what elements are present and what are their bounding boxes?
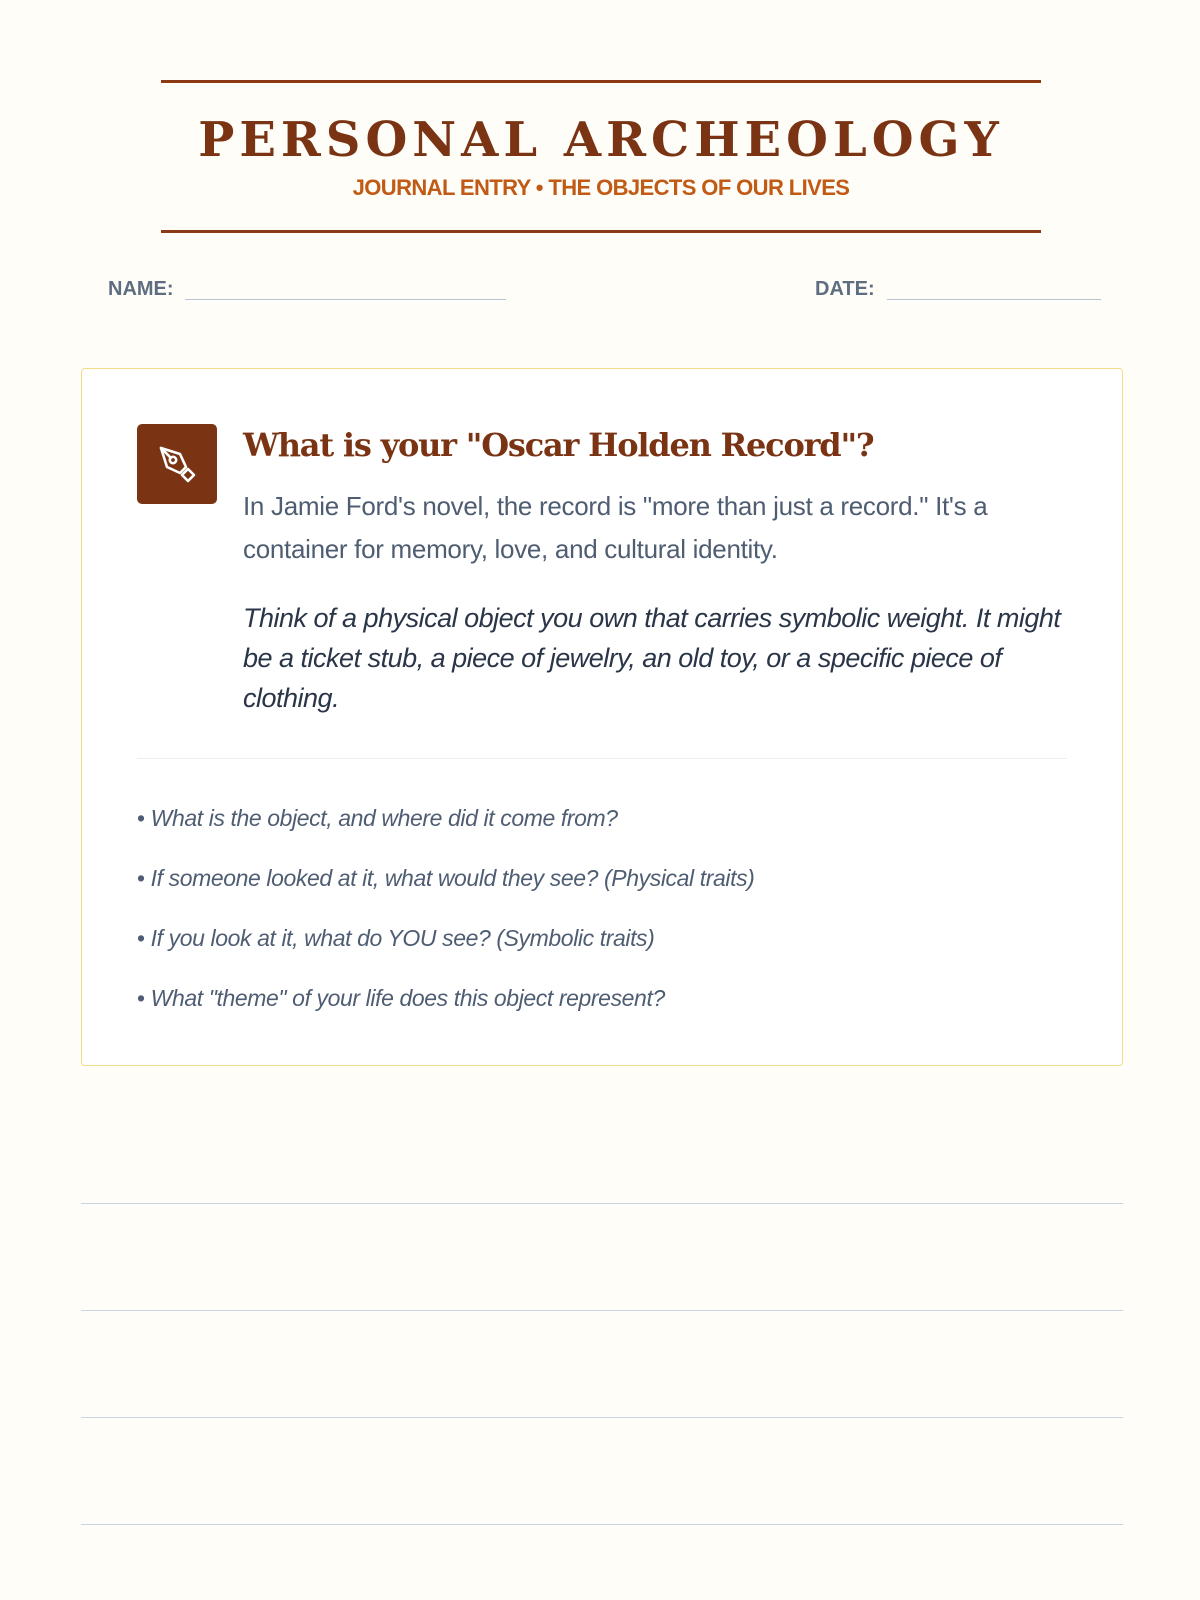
writing-line[interactable] <box>81 1524 1123 1525</box>
prompt-card <box>81 368 1123 1066</box>
name-label: NAME: <box>108 278 174 300</box>
list-item: • What "theme" of your life does this object represent? <box>137 983 754 1043</box>
prompt-instruction: Think of a physical object you own that carries symbolic weight. It might be a ticket stub, a piece of jewelry, an old toy, or a specific piece of clothing. <box>243 603 1061 713</box>
name-field[interactable] <box>185 299 506 300</box>
list-item: • What is the object, and where did it come from? <box>137 803 754 863</box>
writing-line[interactable] <box>81 1203 1123 1204</box>
pen-nib-icon <box>157 444 197 484</box>
list-item: • If you look at it, what do YOU see? (Symbolic traits) <box>137 923 754 983</box>
journal-header <box>161 80 1041 233</box>
card-divider <box>137 758 1067 759</box>
writing-line[interactable] <box>81 1417 1123 1418</box>
list-item: • If someone looked at it, what would they see? (Physical traits) <box>137 863 754 923</box>
date-field[interactable] <box>887 299 1101 300</box>
date-label: DATE: <box>815 278 875 300</box>
prompt-intro: In Jamie Ford's novel, the record is "more than just a record." It's a container for memory, love, and cultural identity. <box>243 491 988 564</box>
page-title: PERSONAL ARCHEOLOGY <box>198 112 1004 168</box>
question-list <box>137 803 754 1043</box>
page-subtitle: JOURNAL ENTRY • THE OBJECTS OF OUR LIVES <box>352 175 850 200</box>
prompt-title: What is your "Oscar Holden Record"? <box>243 426 874 464</box>
icon-badge <box>137 424 217 504</box>
writing-line[interactable] <box>81 1310 1123 1311</box>
